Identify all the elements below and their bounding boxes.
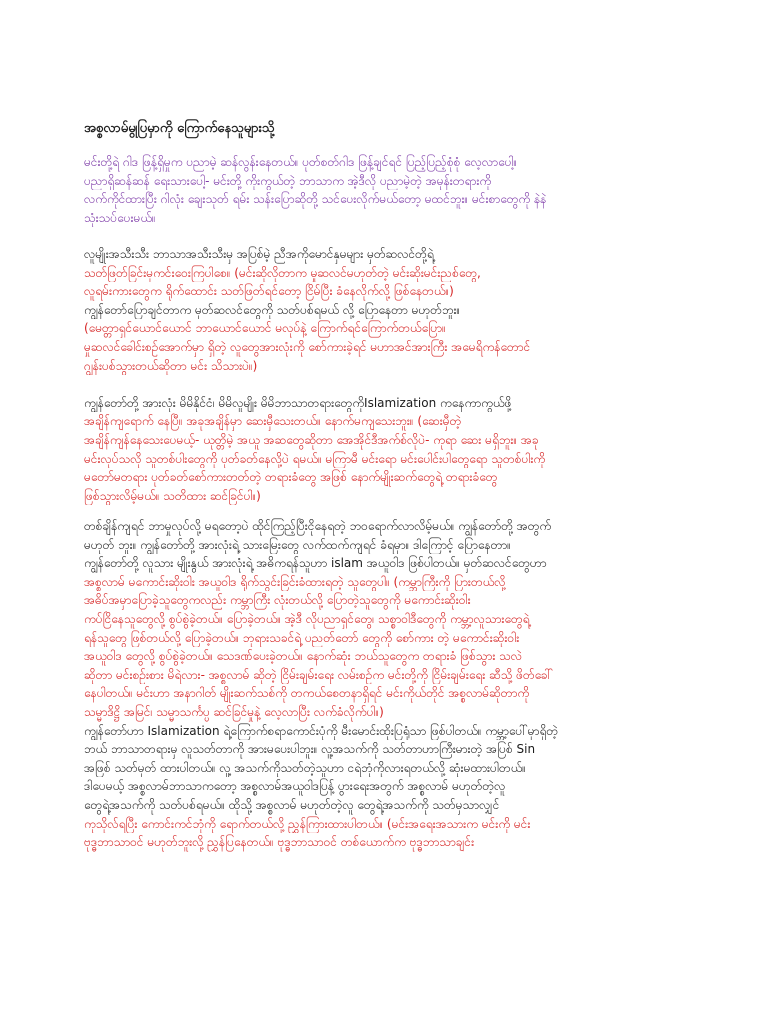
text-line: ဗုဒ္ဓဘာသာဝင် မဟုတ်ဘူးလို့ ညွှန်ပြနေတယ်။ ဗုဒ္ဓဘာသာဝင် တစ်ယောက်က ဗုဒ္ဓဘာသာချင်း: [84, 835, 475, 850]
text-line: ကုသိုလ်ရပြီး ကောင်းကင်ဘုံကို ရောက်တယ်လို့ ညွှန်ကြားထားပါတယ်။ (မင်းအရေးအသားက မင်းကို မင်း: [84, 816, 531, 831]
text-line: ကျွန်တော်ဟာ Islamization ရဲ့ကြောက်စရာကောင်းပုံကို မီးမောင်းထိုးပြရုံသာ ဖြစ်ပါတယ်။ ကမ္ဘာ့ပေါ်မှာရှိတဲ့: [84, 723, 559, 738]
text-line: အဓိပ်အမှာပြောခဲ့သူတွေကလည်း ကမ္ဘာကြီး လုံးတယ်လို့ ပြောတဲ့သူတွေကို မကောင်းဆိုးဝါး: [84, 593, 471, 608]
text-line: ဘယ် ဘာသာတရားမှ လူသတ်တာကို အားမပေးပါဘူး။ လူ့အသက်ကို သတ်တာဟာကြီးမားတဲ့ အပြစ် Sin: [84, 742, 536, 757]
text-line: မဟုတ် ဘူး။ ကျွန်တော်တို့ အားလုံးရဲ့ သားမြေးတွေ လက်ထက်ကျရင် ခံရမှာ။ ဒါကြောင့် ပြောနေတာ။: [84, 537, 511, 552]
text-line: အယူဝါဒ တွေလို့ စွပ်စွဲခဲ့တယ်။ သေဒဏ်ပေးခဲ့တယ်။ နောက်ဆုံး ဘယ်သူတွေက တရားခံ ဖြစ်သွား သလဲ: [84, 649, 523, 664]
text-line: ပညာရှိဆန်ဆန် ရေးသားပေါ့- မင်းတို့ ကိုးကွယ်တဲ့ ဘာသာက အဲ့ဒီလို ပညာမဲ့တဲ့ အမုန်းတရားကို: [84, 173, 492, 188]
text-line: (မေတ္တာရှင်ယောင်ယောင် ဘာယောင်ယောင် မလုပ်နဲ့ ကြောက်ရင်ကြောက်တယ်ပြော။: [84, 321, 446, 336]
text-line: ဒါပေမယ့် အစ္စလာမ်ဘာသာကတော့ အစ္စလာမ်အယူဝါဒပြန့် ပွားရေးအတွက် အစ္စလာမ် မဟုတ်တဲ့လူ: [84, 779, 506, 794]
text-line: ရန်သူတွေ ဖြစ်တယ်လို့ ပြောခဲ့တယ်။ ဘုရားသခင်ရဲ့ ပညတ်တော် တွေကို စော်ကား တဲ့ မကောင်းဆိုးဝါး: [84, 630, 520, 645]
document-title: အစ္စလာမ်မွုပြမှာကို ကြောက်နေသူများသို့: [84, 121, 275, 136]
text-line: နေပါတယ်။ မင်းဟာ အနာဂါတ် မျိုးဆက်သစ်ကို တကယ်စေတနာရှိရင် မင်းကိုယ်တိုင် အစ္စလာမ်ဆိုတာကို: [84, 686, 530, 701]
text-line: လူရမ်းကားတွေက ရိုက်ထောင်း သတ်ဖြတ်ရင်တော့ ငြိမ်ပြီး ခံနေလိုက်လို့ ဖြစ်နေတယ်။): [84, 284, 454, 299]
text-line: မှုဆလင်ခေါင်းစဉ်အောက်မှာ ရှိတဲ့ လူတွေအားလုံးကို စော်ကားခဲ့ရင် မဟာအင်အားကြီး အမေရိကန်တောင်: [84, 339, 531, 354]
text-line: အဖြစ် သတ်မှတ် ထားပါတယ်။ လူ့ အသက်ကိုသတ်တဲ့သူဟာ ငရဲဘုံကိုလားရတယ်လို့ ဆုံးမထားပါတယ်။: [84, 760, 526, 775]
paragraph-3: [84, 517, 684, 852]
text-line: သုံးသပ်ပေးမယ်။: [84, 210, 156, 225]
text-line: လူမျိုးအသီးသီး ဘာသာအသီးသီးမှ အပြစ်မဲ့ ညီအကိုမောင်နှမများ မှတ်ဆလင်တို့ရဲ့: [84, 247, 434, 261]
text-line: အစ္စလာမ် မကောင်းဆိုးဝါး အယူဝါဒ ရိုက်သွင်းခြင်းခံထားရတဲ့ သူတွေပါ။ (ကမ္ဘာကြီးကို ပြားတယ်လို့: [84, 574, 506, 589]
text-line: ကျွန်တော်တို့ လူသား မျိုးနွယ် အားလုံးရဲ့ အဓိကရန်သူဟာ islam အယူဝါဒ ဖြစ်ပါတယ်။ မှတ်ဆလင်တွေဟာ: [84, 556, 547, 571]
paragraph-2: [84, 245, 684, 505]
text-line: ကျွန်တော်တို့ အားလုံး မိမိနိုင်ငံ၊ မိမိလူမျိုး မိမိဘာသာတရားတွေကိုIslamization ကနေကာကွယ်ဖို့: [84, 395, 512, 410]
text-line: တစ်ချိန်ကျရင် ဘာမှုလုပ်လို့ မရတော့ပဲ ထိုင်ကြည့်ပြီးငိုနေရတဲ့ ဘဝရောက်လာလိမ့်မယ်။ ကျွန်တော်တို့ အတွက်: [84, 519, 552, 533]
text-line: သမ္မာဒိဋ္ဌိ အမြင်၊ သမ္မာသင်္ကပ္ပ ဆင်ခြင်မှုနဲ့ လေ့လာပြီး လက်ခံလိုက်ပါ။): [84, 704, 384, 719]
text-line: ဂျွန်းပစ်သွားတယ်ဆိုတာ မင်း သိသားပဲ။): [84, 358, 258, 373]
text-line: [84, 375, 684, 394]
text-line: ဖြစ်သွားလိမ့်မယ်။ သတိထား ဆင်ခြင်ပါ။): [84, 488, 261, 503]
text-line: လက်ကိုင်ထားပြီး ဂါလုံး ချေးသုတ် ရမ်း သန်းပြောဆိုတို့ သင်ပေးလိုက်မယ်တော့ မထင်ဘူး။ မင်းစာတွေကို နဲနဲ: [84, 192, 547, 207]
text-line: သတ်ဖြတ်ခြင်းမှကင်းဝေးကြပါစေ။ (မင်းဆိုလိုတာက မှုဆလင်မဟုတ်တဲ့ မင်းဆိုးမင်းညစ်တွေ,: [84, 265, 481, 280]
text-line: ကျွန်တော်ပြောချင်တာက မှတ်ဆလင်တွေကို သတ်ပစ်ရမယ် လို့ ပြောနေတာ မဟုတ်ဘူး။: [84, 302, 461, 317]
paragraph-1: [84, 153, 684, 227]
text-line: ကပ်ငြိနေသူတွေလို့ စွပ်စွဲခဲ့တယ်။ ပြောခဲ့တယ်။ အဲ့ဒီ လိုပညာရှင်တွေ၊ သစ္စာဝါဒီတွေကို ကမ္ဘာ့လူသားတွေရဲ့: [84, 611, 530, 626]
text-line: မတော်မတရား ပုတ်ခတ်စော်ကားတတ်တဲ့ တရားခံတွေ အဖြစ် နောက်မျိုးဆက်တွေရဲ့ တရားခံတွေ: [84, 470, 498, 485]
text-line: ဆိုတာ မင်းစဉ်းစား မိရဲလား- အစ္စလာမ် ဆိုတဲ့ ငြိမ်းချမ်းရေး လမ်းစဉ်က မင်းတို့ကို ငြိမ်းချမ်းရေး ဆီသို့ ဖိတ်ခေါ်: [84, 667, 553, 682]
text-line: တွေရဲ့အသက်ကို သတ်ပစ်ရမယ်။ ထိုသို့ အစ္စလာမ် မဟုတ်တဲ့လူ တွေရဲ့အသက်ကို သတ်မှသာလျှင်: [84, 797, 500, 812]
text-line: အချိန်ကျန်နေသေးပေမယ့်- ယုတ္တိမဲ့ အယူ အဆတွေဆိုတာ အေအိုင်ဒီအက်စ်လိုပဲ- ကုရာ ဆေး မရှိဘူး။ အခု: [84, 432, 539, 447]
text-line: မင်းလုပ်သလို သူတစ်ပါးတွေကို ပုတ်ခတ်နေလို့ပဲ ရမယ်။ မကြာမီ မင်းရော မင်းပေါင်းပါတွေရော သူတစ်ပါးကို: [84, 451, 546, 466]
text-line: မင်းတို့ရဲ ဂါဒ ဖြန့်ရှိမှုက ပညာမဲ့ ဆန်လွန်းနေတယ်။ ပုတ်စတ်ဂါဒ ဖြန့်ချင်ရင် ပြည့်ပြည့်စုံစုံ လေ့လာပေါ့။: [84, 155, 518, 169]
text-line: အချိန်ကျရောက် နေပြီ။ အခုအချိန်မှာ ဆေးမှီသေးတယ်။ နောက်မကျသေးဘူး။ (ဆေးမှီတဲ့: [84, 414, 462, 429]
